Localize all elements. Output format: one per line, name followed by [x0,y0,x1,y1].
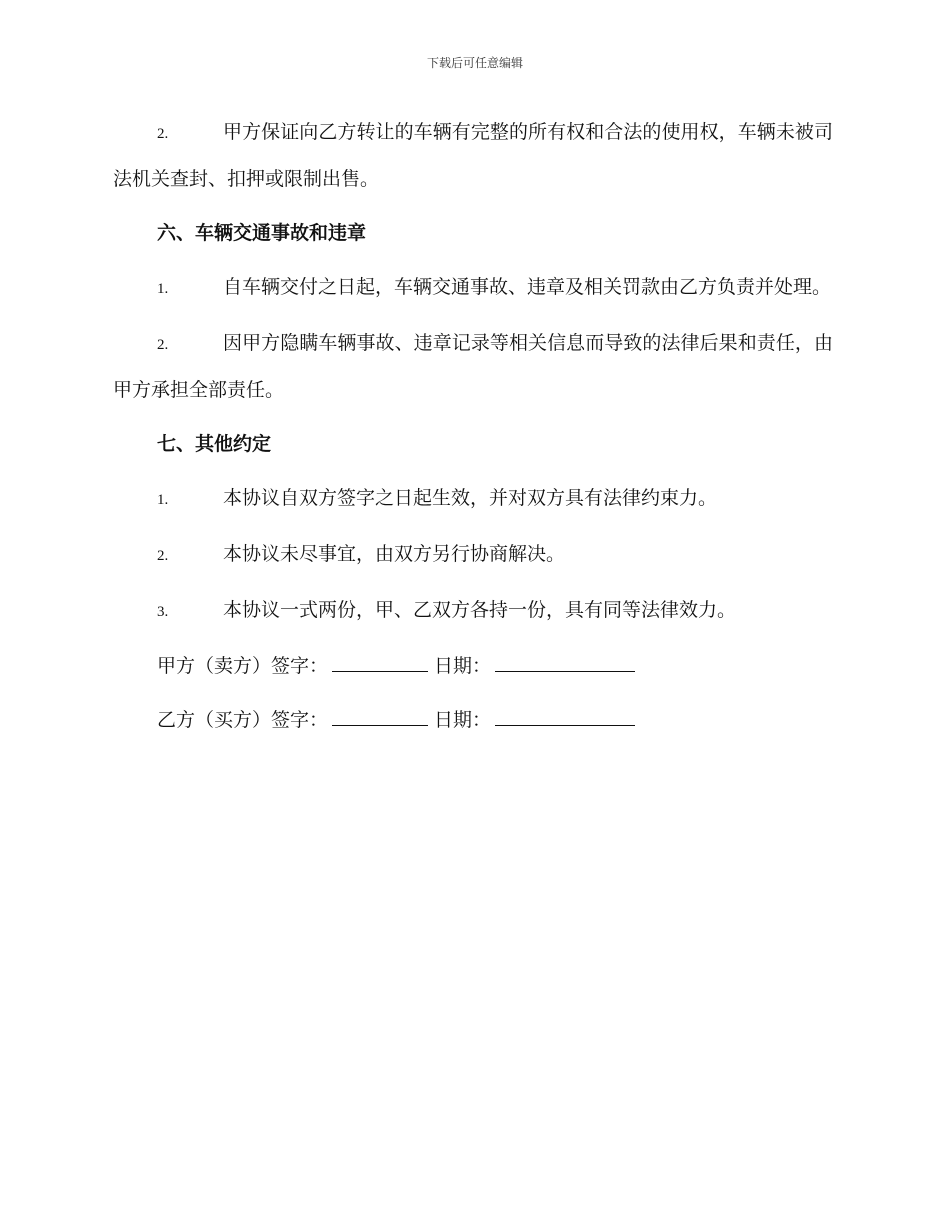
clause-7-3 [113,588,833,635]
clause-number: 2. [157,126,169,142]
clause-7-1 [113,476,833,523]
date-label: 日期： [434,709,492,731]
page-header: 下载后可任意编辑 [426,56,523,70]
clause-5-2 [113,110,833,202]
clause-text: 本协议自双方签字之日起生效，并对双方具有法律约束力。 [223,487,718,509]
clause-number: 1. [157,492,169,508]
date-label: 日期： [434,655,492,677]
document-body [113,110,833,752]
clause-text: 本协议未尽事宜，由双方另行协商解决。 [223,543,566,565]
signature-label: 甲方（卖方）签字： [157,655,329,677]
signature-blank [332,703,428,726]
section-7-heading: 七、其他约定 [157,433,272,455]
clause-text: 因甲方隐瞒车辆事故、违章记录等相关信息而导致的法律后果和责任，由甲方承担全部责任。 [113,332,833,401]
clause-6-2 [113,321,833,413]
clause-text: 本协议一式两份，甲、乙双方各持一份，具有同等法律效力。 [223,599,737,621]
clause-number: 2. [157,548,169,564]
clause-text: 自车辆交付之日起，车辆交通事故、违章及相关罚款由乙方负责并处理。 [223,276,832,298]
clause-number: 1. [157,281,169,297]
clause-7-2 [113,532,833,579]
clause-number: 2. [157,337,169,353]
signature-blank [332,649,428,672]
signature-label: 乙方（买方）签字： [157,709,329,731]
clause-text: 甲方保证向乙方转让的车辆有完整的所有权和合法的使用权，车辆未被司法机关查封、扣押或限制出售。 [113,121,833,190]
section-6-heading: 六、车辆交通事故和违章 [157,222,367,244]
clause-number: 3. [157,604,169,620]
clause-6-1 [113,265,833,312]
signature-line-party-a [113,644,833,689]
date-blank [495,649,635,672]
date-blank [495,703,635,726]
signature-line-party-b [113,698,833,743]
